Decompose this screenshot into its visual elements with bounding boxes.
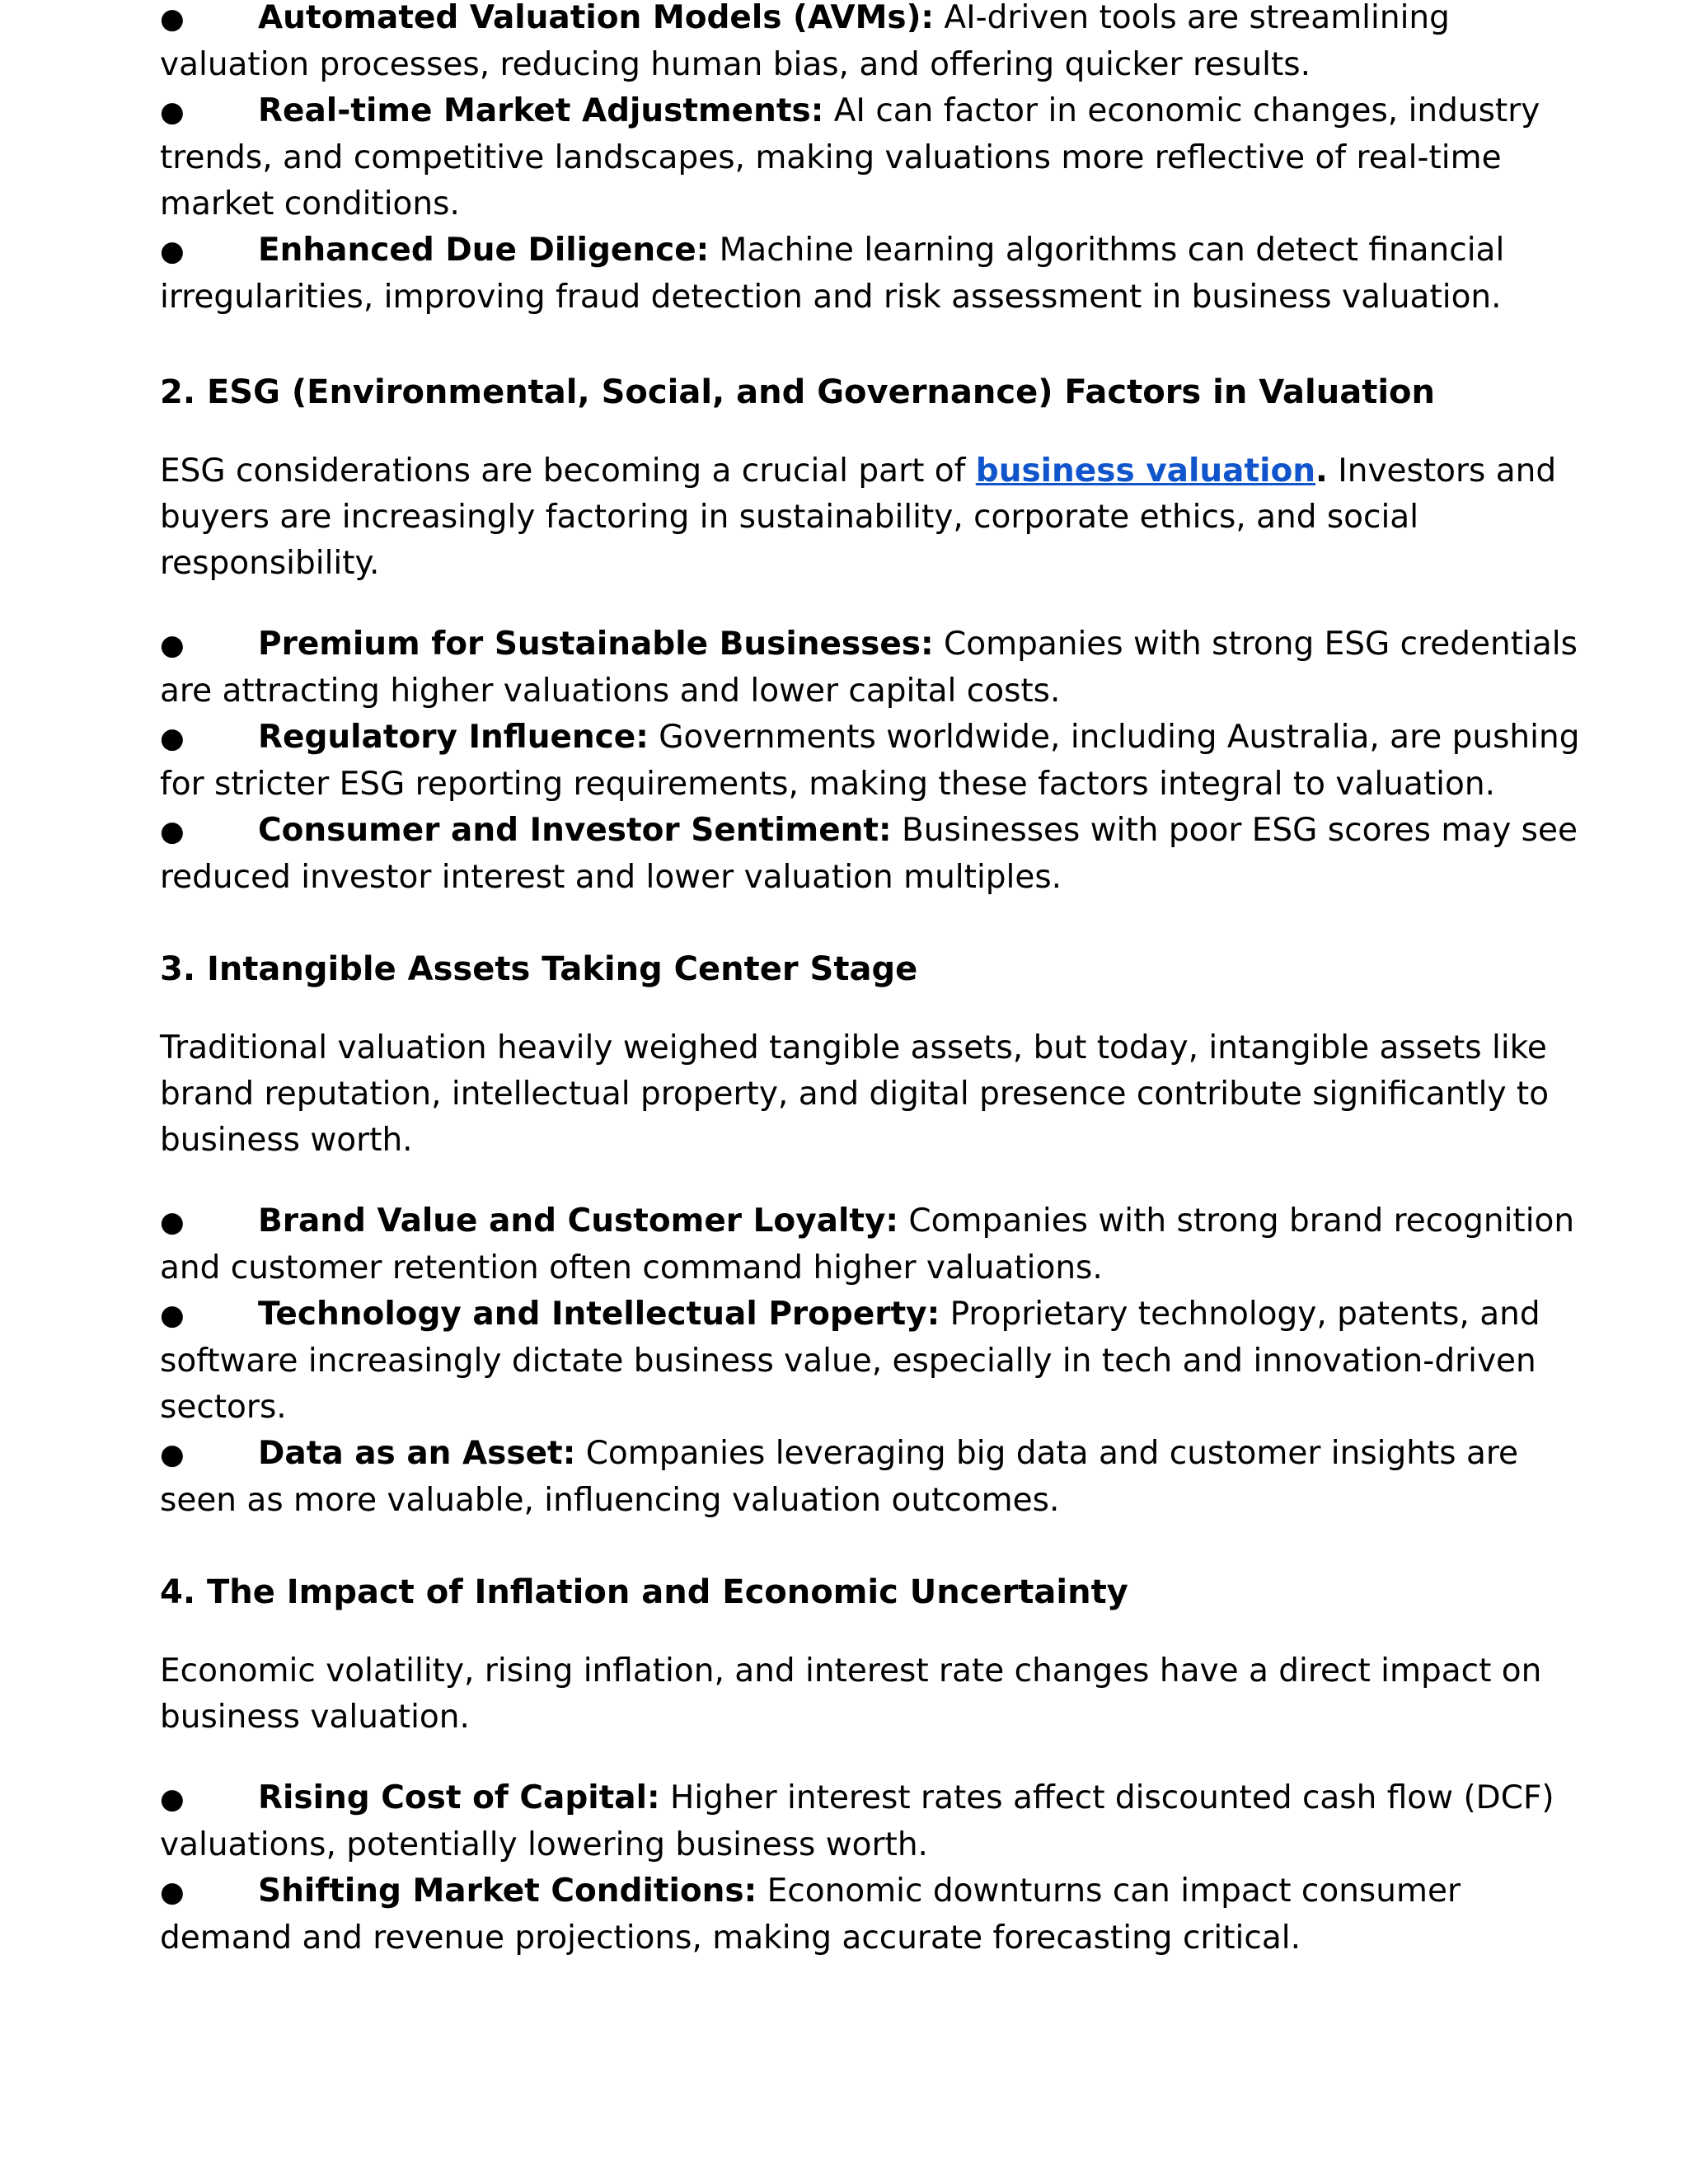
list-item-term: Data as an Asset: — [258, 1435, 576, 1472]
intro-text-after: Investors and buyers are increasingly factoring in sustainability, corporate ethics, and social responsibility. — [160, 452, 1557, 582]
list-item — [160, 1198, 1602, 1291]
intro-text: ESG considerations are becoming a crucial part of — [160, 452, 976, 490]
list-item-text: Governments worldwide, including Australia, are pushing for stricter ESG reporting requirements, making these factors integral to valuation. — [160, 719, 1580, 803]
list-item-term: Regulatory Influence: — [258, 719, 649, 756]
list-item — [160, 715, 1602, 808]
section-intro: Economic volatility, rising inflation, and interest rate changes have a direct impact on business valuation. — [160, 1652, 1542, 1736]
list-item-term: Automated Valuation Models (AVMs): — [258, 0, 935, 36]
list-item-text: Companies with strong brand recognition and customer retention often command higher valuations. — [160, 1202, 1575, 1286]
list-item — [160, 88, 1602, 227]
list-item — [160, 1868, 1602, 1961]
business-valuation-link[interactable]: business valuation — [975, 452, 1316, 490]
list-item-text: Higher interest rates affect discounted cash flow (DCF) valuations, potentially lowering business worth. — [160, 1779, 1554, 1863]
bullet-icon: ● — [160, 1206, 185, 1239]
bullet-icon: ● — [160, 96, 185, 129]
bullet-icon: ● — [160, 1299, 185, 1332]
list-item-text: AI can factor in economic changes, industry trends, and competitive landscapes, making valuations more reflective of real-time market conditions. — [160, 92, 1540, 223]
bullet-icon: ● — [160, 1783, 185, 1816]
bullet-icon: ● — [160, 629, 185, 662]
list-item-term: Consumer and Investor Sentiment: — [258, 812, 892, 849]
list-item-term: Shifting Market Conditions: — [258, 1872, 757, 1910]
bullet-icon: ● — [160, 1876, 185, 1909]
list-item-text: Proprietary technology, patents, and software increasingly dictate business value, especially in tech and innovation-driven sectors. — [160, 1296, 1540, 1426]
section4-list — [160, 1775, 1602, 1961]
list-item-term: Brand Value and Customer Loyalty: — [258, 1202, 898, 1240]
list-item — [160, 1291, 1602, 1431]
bullet-icon: ● — [160, 722, 185, 755]
list-item-text: Companies leveraging big data and customer insights are seen as more valuable, influencing valuation outcomes. — [160, 1435, 1519, 1519]
section-heading: 4. The Impact of Inflation and Economic Uncertainty — [160, 1573, 1128, 1611]
bullet-icon: ● — [160, 235, 185, 268]
list-item-text: AI-driven tools are streamlining valuation processes, reducing human bias, and offering quicker results. — [160, 0, 1450, 83]
section3-list — [160, 1198, 1602, 1524]
list-item-term: Technology and Intellectual Property: — [258, 1296, 940, 1333]
bullet-icon: ● — [160, 815, 185, 848]
list-item-text: Economic downturns can impact consumer demand and revenue projections, making accurate forecasting critical. — [160, 1872, 1461, 1957]
section1-list — [160, 0, 1602, 321]
list-item — [160, 1775, 1602, 1868]
list-item — [160, 808, 1602, 901]
section-intro: Traditional valuation heavily weighed tangible assets, but today, intangible assets like brand reputation, intellectual property, and digital presence contribute significantly to business worth. — [160, 1029, 1550, 1159]
list-item — [160, 1431, 1602, 1524]
section-intro — [160, 448, 1602, 587]
bullet-icon: ● — [160, 2, 185, 35]
list-item — [160, 227, 1602, 321]
section2-list — [160, 621, 1602, 901]
list-item-term: Premium for Sustainable Businesses: — [258, 626, 934, 663]
list-item-text: Machine learning algorithms can detect financial irregularities, improving fraud detection and risk assessment in business valuation. — [160, 232, 1505, 316]
list-item — [160, 621, 1602, 715]
list-item — [160, 0, 1602, 88]
list-item-term: Rising Cost of Capital: — [258, 1779, 660, 1816]
section-heading: 2. ESG (Environmental, Social, and Governance) Factors in Valuation — [160, 373, 1436, 411]
list-item-term: Real-time Market Adjustments: — [258, 92, 824, 129]
list-item-text: Companies with strong ESG credentials are attracting higher valuations and lower capital costs. — [160, 626, 1578, 710]
bullet-icon: ● — [160, 1438, 185, 1471]
list-item-term: Enhanced Due Diligence: — [258, 232, 710, 269]
section-heading: 3. Intangible Assets Taking Center Stage — [160, 950, 918, 988]
intro-period: . — [1315, 452, 1328, 490]
list-item-text: Businesses with poor ESG scores may see reduced investor interest and lower valuation multiples. — [160, 812, 1578, 896]
